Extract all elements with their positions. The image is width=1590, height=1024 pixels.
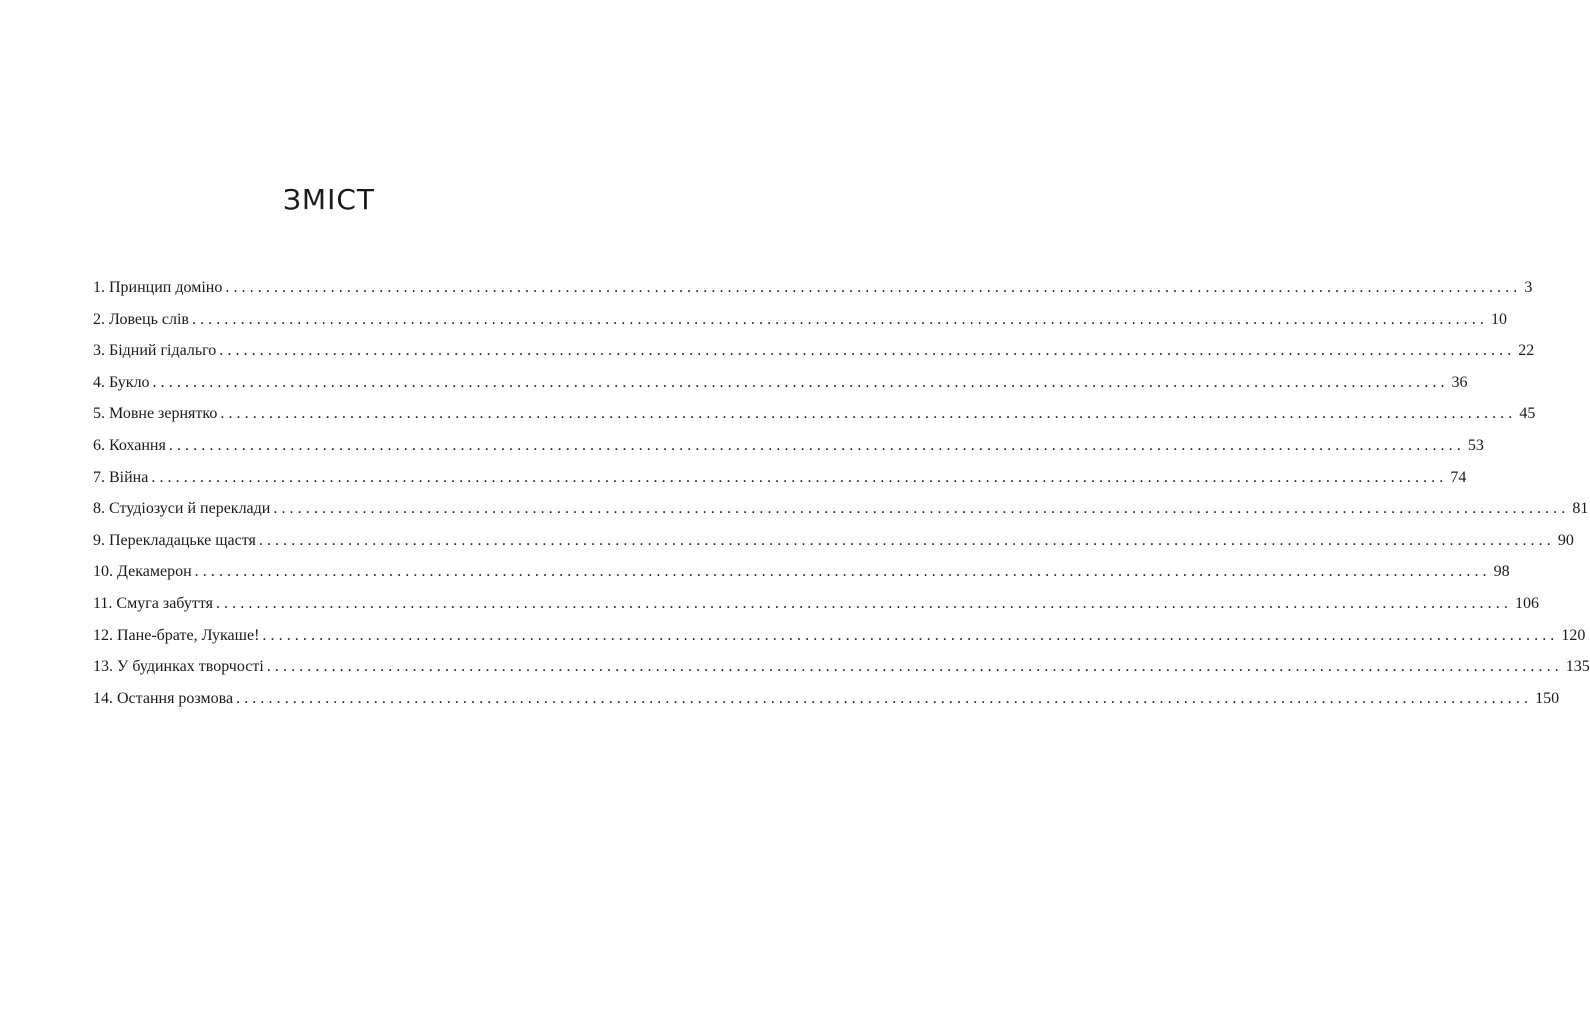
toc-entry-number: 14. [93,689,113,707]
toc-entry-number: 7. [93,468,105,486]
toc-dot-leader: ................................................................................................................................................................ [151,468,1448,486]
toc-entry-page: 74 [1450,468,1467,486]
toc-dot-leader: ................................................................................................................................................................ [220,405,1517,423]
toc-entry-page: 150 [1535,689,1560,707]
toc-entry-page: 3 [1524,279,1533,296]
toc-entry-number: 13. [93,658,113,676]
toc-entry-page: 81 [1572,500,1589,518]
toc-entry [93,398,1536,430]
toc-dot-leader: ................................................................................................................................................................ [262,626,1559,644]
toc-dot-leader: ................................................................................................................................................................ [152,373,1449,391]
toc-dot-leader: ................................................................................................................................................................ [266,658,1563,676]
toc-dot-leader: ................................................................................................................................................................ [194,563,1491,581]
toc-entry [93,556,1510,588]
toc-entry [93,588,1539,620]
table-of-contents [93,272,1590,714]
toc-entry-number: 12. [93,626,113,644]
toc-dot-leader: ................................................................................................................................................................ [191,310,1488,328]
toc-entry-title: Пане-брате, Лукаше! [117,626,260,644]
toc-entry [93,620,1586,652]
toc-entry [93,462,1467,494]
toc-dot-leader: ................................................................................................................................................................ [225,279,1522,296]
toc-entry-title: Перекладацьке щастя [109,531,256,549]
toc-entry-page: 10 [1490,310,1507,328]
toc-entry-title: Принцип доміно [109,279,223,296]
toc-dot-leader: ................................................................................................................................................................ [219,342,1516,360]
toc-entry-page: 53 [1467,436,1484,454]
toc-entry-page: 90 [1557,531,1574,549]
toc-entry-number: 5. [93,405,105,423]
toc-entry-number: 4. [93,373,105,391]
page-title: ЗМІСТ [282,183,376,216]
toc-entry [93,651,1590,683]
toc-entry [93,304,1507,336]
toc-entry-title: Остання розмова [117,689,234,707]
toc-entry-title: Мовне зернятко [109,405,218,423]
toc-entry [93,272,1533,304]
toc-entry-number: 3. [93,342,105,360]
toc-entry-number: 2. [93,310,105,328]
toc-entry [93,683,1560,715]
toc-entry-title: У будинках творчості [117,658,264,676]
toc-entry-title: Ловець слів [109,310,189,328]
toc-entry [93,430,1484,462]
toc-entry-number: 6. [93,436,105,454]
toc-dot-leader: ................................................................................................................................................................ [236,689,1533,707]
toc-entry-title: Букло [109,373,150,391]
toc-dot-leader: ................................................................................................................................................................ [215,594,1512,612]
toc-entry-number: 8. [93,500,105,518]
toc-dot-leader: ................................................................................................................................................................ [258,531,1555,549]
toc-entry-title: Студіозуси й переклади [109,500,271,518]
toc-entry-title: Бідний гідальго [109,342,217,360]
toc-entry [93,493,1589,525]
toc-entry-page: 120 [1561,626,1586,644]
toc-entry-number: 10. [93,563,113,581]
toc-entry-title: Війна [109,468,149,486]
toc-entry-title: Смуга забуття [116,594,213,612]
toc-entry-page: 98 [1493,563,1510,581]
toc-entry-number: 11. [93,594,113,612]
toc-entry-page: 106 [1514,594,1539,612]
toc-entry-number: 1. [93,279,105,296]
toc-entry-title: Декамерон [117,563,192,581]
toc-entry [93,367,1468,399]
toc-entry-page: 36 [1451,373,1468,391]
toc-entry-title: Кохання [109,436,166,454]
toc-entry [93,525,1574,557]
toc-entry-page: 22 [1518,342,1535,360]
toc-entry-page: 135 [1565,658,1590,676]
toc-dot-leader: ................................................................................................................................................................ [273,500,1570,518]
toc-entry [93,335,1535,367]
toc-dot-leader: ................................................................................................................................................................ [168,436,1465,454]
toc-entry-number: 9. [93,531,105,549]
toc-entry-page: 45 [1519,405,1536,423]
